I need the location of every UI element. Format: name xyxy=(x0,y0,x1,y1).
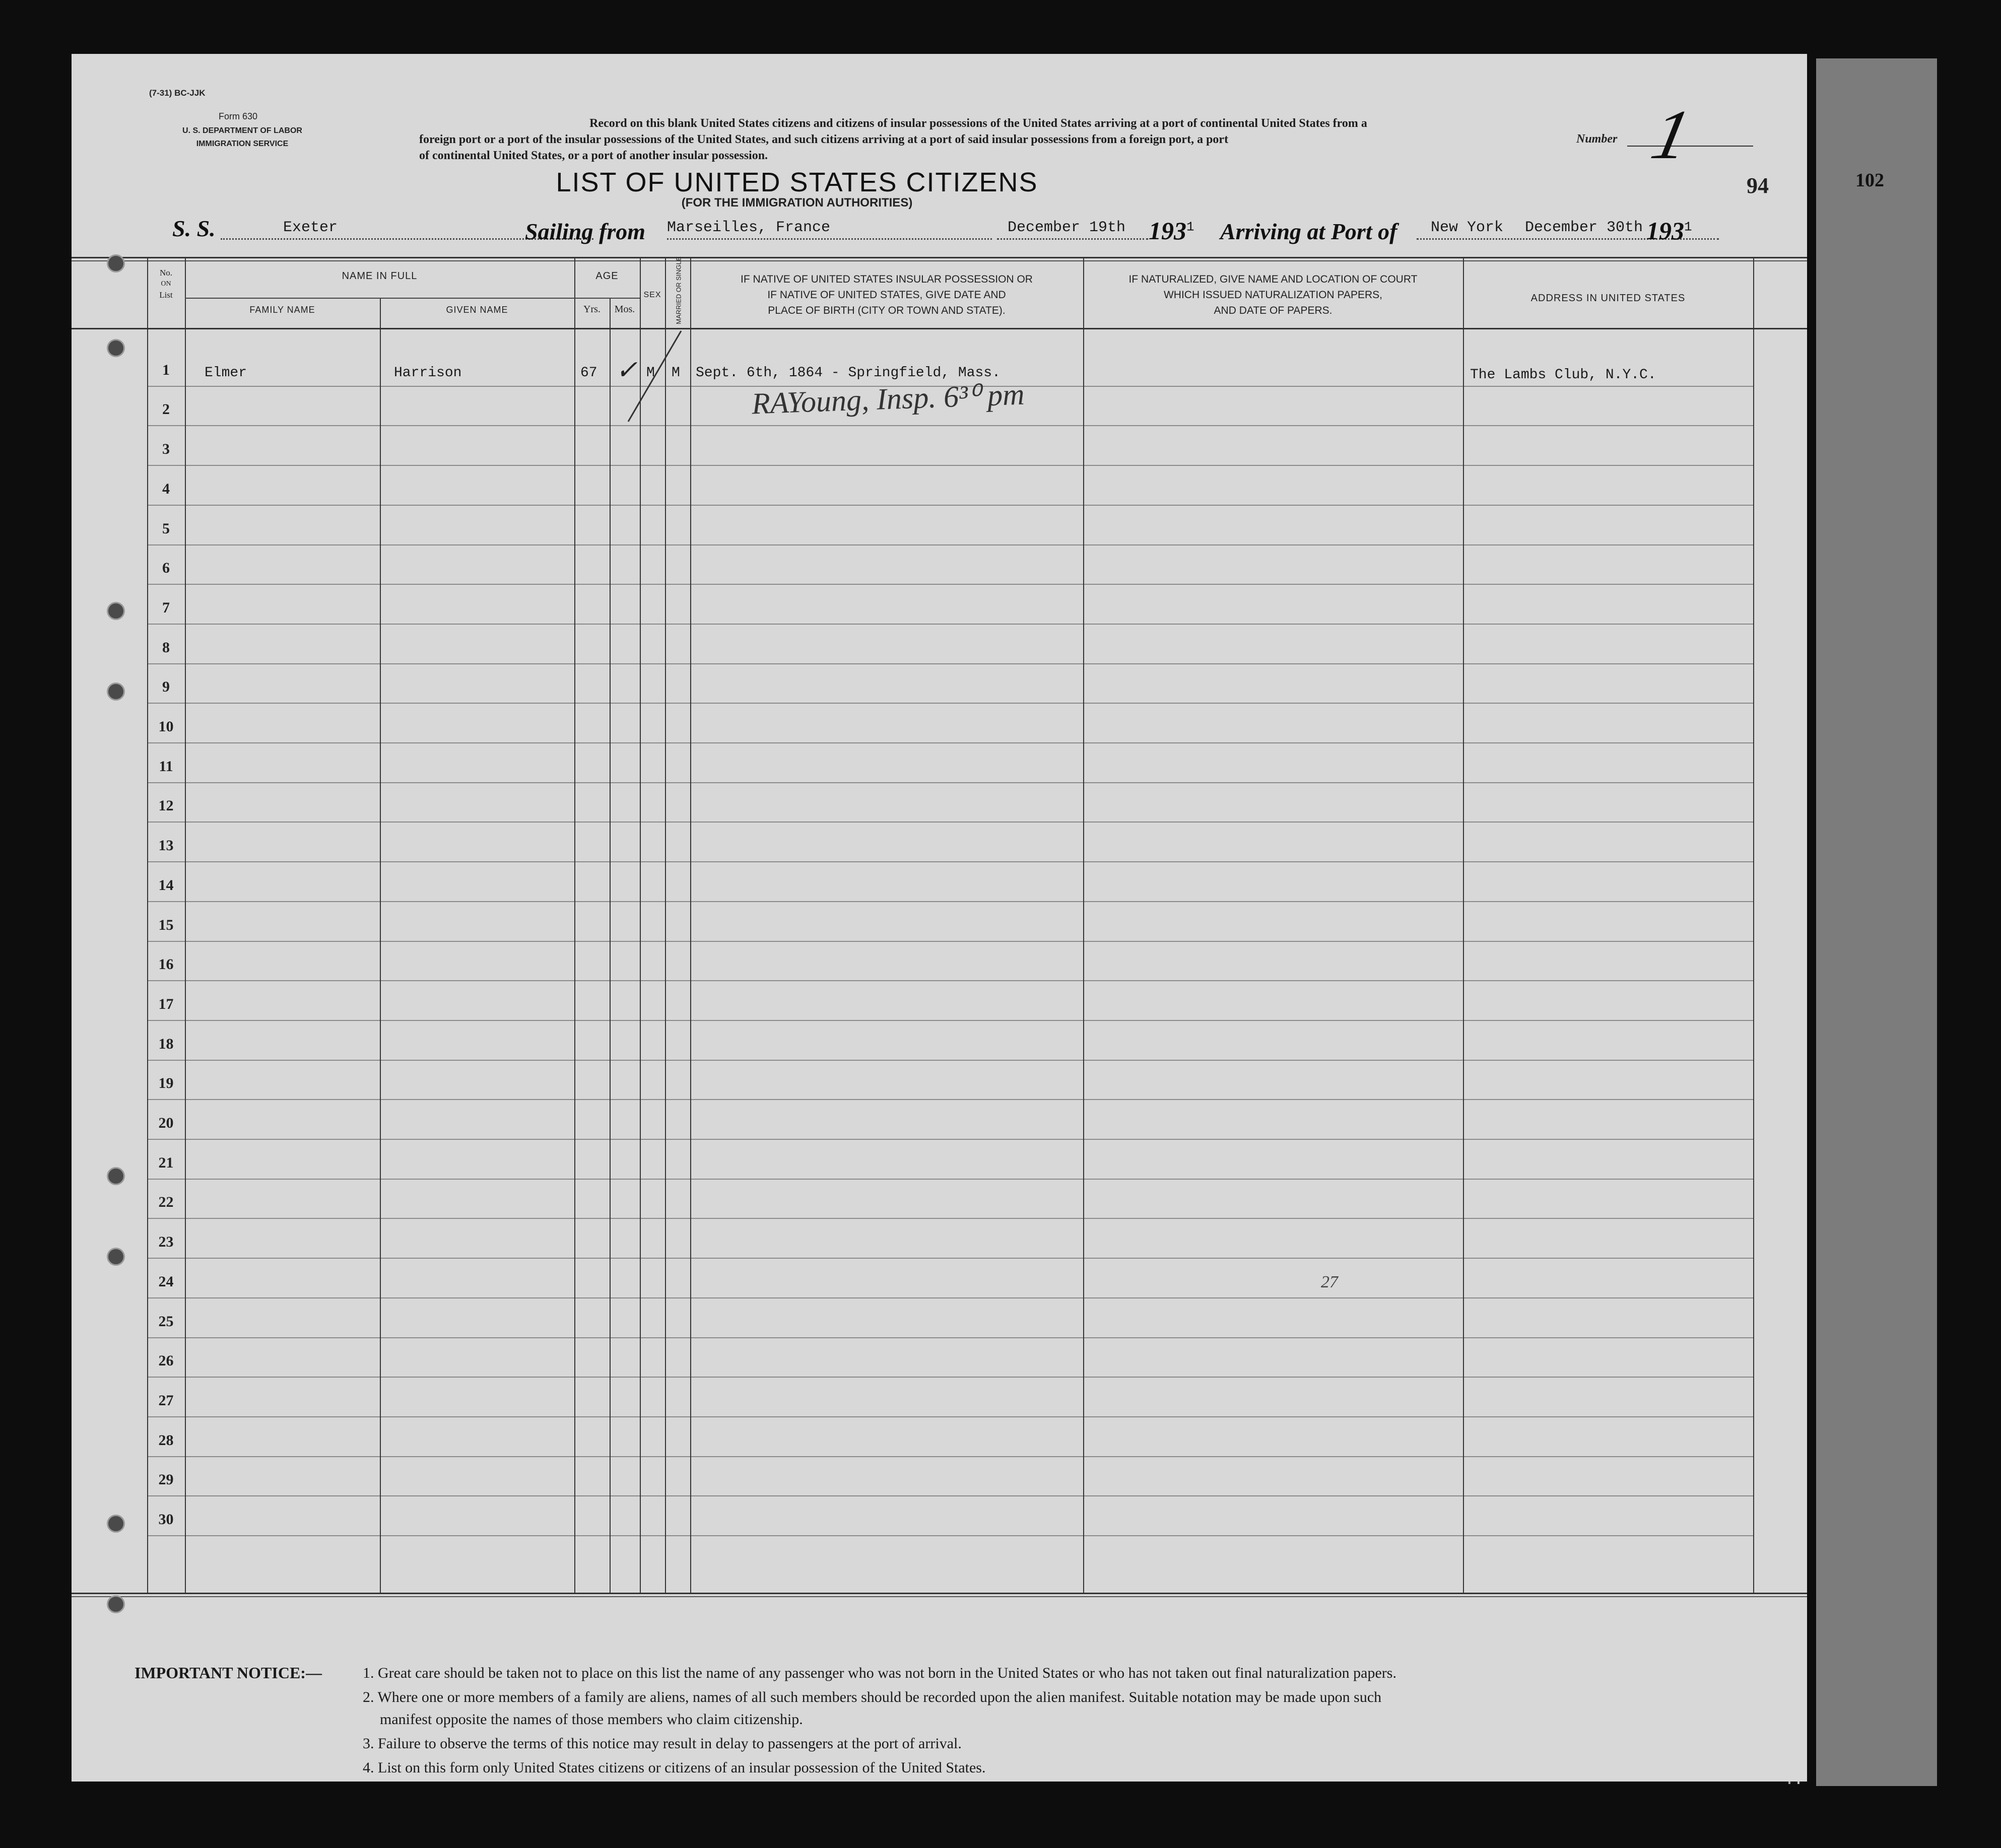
depart-year-digit: 1 xyxy=(1186,219,1194,235)
row-number: 22 xyxy=(158,1194,174,1210)
naturalized-header-line: AND DATE OF PAPERS. xyxy=(1214,305,1332,316)
row-line xyxy=(147,703,1753,704)
entry-given-name: Harrison xyxy=(394,365,462,381)
instruction-line: of continental United States, or a port of another insular possession. xyxy=(419,149,768,162)
row-number: 17 xyxy=(158,996,174,1012)
row-line xyxy=(147,1377,1753,1378)
column-divider xyxy=(1753,258,1754,1594)
instructions xyxy=(419,115,1538,164)
arrival-date: December 30th xyxy=(1525,219,1643,236)
married-single-header: MARRIED OR SINGLE xyxy=(675,256,683,324)
arrival-year-digit: 1 xyxy=(1684,219,1692,235)
arrival-year-prefix: 193 xyxy=(1646,217,1684,245)
mos-header: Mos. xyxy=(614,304,635,315)
arriving-label: Arriving at Port of xyxy=(1220,219,1397,244)
entry-address: The Lambs Club, N.Y.C. xyxy=(1470,367,1656,383)
notice-item-4: 4. List on this form only United States citizens or citizens of an insular possession of the United States. xyxy=(363,1759,986,1776)
row-line xyxy=(147,901,1753,902)
row-number: 5 xyxy=(162,520,170,537)
form-number: Form 630 xyxy=(219,111,258,121)
birth-header-line: PLACE OF BIRTH (CITY OR TOWN AND STATE). xyxy=(768,305,1006,316)
on-header-line: ON xyxy=(161,280,171,288)
row-number: 12 xyxy=(158,797,174,814)
row-number: 2 xyxy=(162,401,170,418)
punch-hole xyxy=(107,1167,125,1185)
row-line xyxy=(147,1218,1753,1219)
row-line xyxy=(147,782,1753,783)
row-line xyxy=(147,544,1753,545)
entry-age-years: 67 xyxy=(580,365,597,381)
no-on-list-header xyxy=(147,267,185,301)
row-number: 7 xyxy=(162,599,170,616)
form-code: (7-31) BC-JJK xyxy=(149,88,206,98)
naturalized-header-line: WHICH ISSUED NATURALIZATION PAPERS, xyxy=(1163,289,1383,301)
row-line xyxy=(147,742,1753,743)
strip-page-number: 102 xyxy=(1855,170,1884,191)
row-number: 23 xyxy=(158,1234,174,1250)
depart-date: December 19th xyxy=(1008,219,1126,236)
checkmark-stroke xyxy=(626,326,686,427)
row-line xyxy=(147,941,1753,942)
address-header: ADDRESS IN UNITED STATES xyxy=(1530,293,1686,304)
row-number: 8 xyxy=(162,639,170,656)
row-number: 19 xyxy=(158,1075,174,1091)
arrival-year xyxy=(1646,216,1692,245)
row-number: 16 xyxy=(158,956,174,973)
column-divider xyxy=(610,299,611,1594)
depart-year xyxy=(1149,216,1194,245)
row-line xyxy=(147,1535,1753,1536)
stray-mark: 27 xyxy=(1321,1273,1338,1291)
row-line xyxy=(147,1060,1753,1061)
column-divider xyxy=(1463,258,1464,1594)
row-line xyxy=(147,1456,1753,1457)
page-number: 94 xyxy=(1747,173,1769,198)
punch-hole xyxy=(107,1515,125,1533)
row-number: 4 xyxy=(162,481,170,497)
row-number: 21 xyxy=(158,1154,174,1171)
name-header-divider xyxy=(185,298,574,299)
sailing-label: Sailing from xyxy=(525,219,646,244)
birth-header-line: IF NATIVE OF UNITED STATES, GIVE DATE AND xyxy=(767,289,1006,301)
adjacent-page-strip xyxy=(1816,58,1937,1786)
row-number: 20 xyxy=(158,1115,174,1131)
punch-hole xyxy=(107,339,125,357)
row-number: 30 xyxy=(158,1511,174,1528)
number-label: Number xyxy=(1576,132,1618,146)
row-line xyxy=(147,1495,1753,1496)
row-line xyxy=(147,624,1753,625)
table-bottom-border xyxy=(72,1593,1807,1594)
notice-item-2: 2. Where one or more members of a family are aliens, names of all such members should be recorded upon the alien manifest. Suitable notation may be made upon such xyxy=(363,1689,1382,1705)
row-line xyxy=(147,663,1753,664)
age-header-divider xyxy=(574,298,640,299)
row-number: 18 xyxy=(158,1036,174,1052)
page-title: LIST OF UNITED STATES CITIZENS xyxy=(556,167,1038,197)
ss-label: S. S. xyxy=(172,216,216,241)
notice-item-2-cont: manifest opposite the names of those members who claim citizenship. xyxy=(380,1711,803,1728)
row-line xyxy=(147,1179,1753,1180)
birth-header-line: IF NATIVE OF UNITED STATES INSULAR POSSESSION OR xyxy=(741,273,1033,285)
family-name-header: FAMILY NAME xyxy=(249,305,315,315)
row-line xyxy=(147,822,1753,823)
notice-item-3: 3. Failure to observe the terms of this notice may result in delay to passengers at the port of arrival. xyxy=(363,1735,962,1752)
given-name-header: GIVEN NAME xyxy=(446,305,508,315)
punch-hole xyxy=(107,682,125,701)
table-bottom-border-inner xyxy=(72,1596,1807,1597)
list-header-line: List xyxy=(159,290,173,300)
naturalized-header-line: IF NATURALIZED, GIVE NAME AND LOCATION OF COURT xyxy=(1128,273,1418,285)
row-line xyxy=(147,584,1753,585)
instruction-line: Record on this blank United States citizens and citizens of insular possessions of the United States arriving at a port of continental United States from a xyxy=(589,117,1367,130)
entry-sex: M xyxy=(646,365,655,381)
row-line xyxy=(147,1099,1753,1100)
birth-header xyxy=(690,271,1083,318)
row-number: 1 xyxy=(162,362,170,378)
number-value: 1 xyxy=(1645,96,1697,174)
depart-year-prefix: 193 xyxy=(1149,217,1186,245)
sex-header: SEX xyxy=(643,291,661,299)
row-number: 13 xyxy=(158,837,174,854)
row-line xyxy=(147,1139,1753,1140)
punch-hole xyxy=(107,602,125,620)
department: U. S. DEPARTMENT OF LABOR xyxy=(182,126,302,135)
notice-label: IMPORTANT NOTICE:— xyxy=(135,1664,322,1682)
row-number: 9 xyxy=(162,678,170,695)
notice-item-1: 1. Great care should be taken not to place on this list the name of any passenger who was not born in the United States or who has not taken out final naturalization papers. xyxy=(363,1665,1396,1681)
name-in-full-header: NAME IN FULL xyxy=(342,270,418,282)
row-line xyxy=(147,1416,1753,1417)
from-port: Marseilles, France xyxy=(667,219,831,236)
entry-family-name: Elmer xyxy=(205,365,247,381)
row-number: 27 xyxy=(158,1392,174,1409)
row-number: 24 xyxy=(158,1273,174,1290)
punch-hole xyxy=(107,1595,125,1613)
entry-marital: M xyxy=(672,365,680,381)
column-divider xyxy=(185,258,186,1594)
row-number: 28 xyxy=(158,1432,174,1449)
depart-date-blank xyxy=(997,238,1148,240)
row-number: 25 xyxy=(158,1313,174,1330)
row-number: 15 xyxy=(158,917,174,933)
arrival-port: New York xyxy=(1431,219,1504,236)
row-line xyxy=(147,861,1753,862)
row-line xyxy=(147,505,1753,506)
column-divider xyxy=(640,258,641,1594)
from-port-blank xyxy=(667,238,992,240)
column-divider xyxy=(690,258,691,1594)
punch-hole xyxy=(107,254,125,272)
row-line xyxy=(147,1020,1753,1021)
row-number: 6 xyxy=(162,560,170,576)
instruction-line: foreign port or a port of the insular possessions of the United States, and such citizens arriving at a port of said insular possessions from a foreign port, a port xyxy=(419,133,1229,146)
row-line xyxy=(147,1297,1753,1298)
row-line xyxy=(147,1337,1753,1338)
age-header: AGE xyxy=(595,270,619,282)
row-number: 26 xyxy=(158,1352,174,1369)
row-number: 10 xyxy=(158,718,174,735)
table-top-border xyxy=(72,257,1807,258)
column-divider xyxy=(1083,258,1084,1594)
row-number: 29 xyxy=(158,1471,174,1488)
column-divider xyxy=(665,258,666,1594)
naturalized-header xyxy=(1083,271,1463,318)
row-number: 14 xyxy=(158,877,174,894)
number-underline xyxy=(1627,146,1753,147)
row-number: 3 xyxy=(162,441,170,457)
row-number: 11 xyxy=(159,758,173,775)
entry-age-months-mark: ✓ xyxy=(616,356,638,385)
header-bottom-border xyxy=(72,328,1807,329)
inspector-annotation: RAYoung, Insp. 6³⁰ pm xyxy=(751,377,1025,421)
ship-name: Exeter xyxy=(283,219,338,236)
no-header-line: No. xyxy=(159,268,173,278)
entry-birth: Sept. 6th, 1864 - Springfield, Mass. xyxy=(696,365,1000,381)
row-line xyxy=(147,425,1753,426)
column-divider xyxy=(380,299,381,1594)
column-divider xyxy=(574,258,575,1594)
row-line xyxy=(147,980,1753,981)
punch-hole xyxy=(107,1248,125,1266)
row-line xyxy=(147,465,1753,466)
row-line xyxy=(147,1258,1753,1259)
manifest-page xyxy=(72,54,1807,1782)
service: IMMIGRATION SERVICE xyxy=(196,140,289,148)
page-subtitle: (FOR THE IMMIGRATION AUTHORITIES) xyxy=(681,196,913,210)
table-top-border-inner xyxy=(72,260,1807,261)
yrs-header: Yrs. xyxy=(583,304,601,315)
